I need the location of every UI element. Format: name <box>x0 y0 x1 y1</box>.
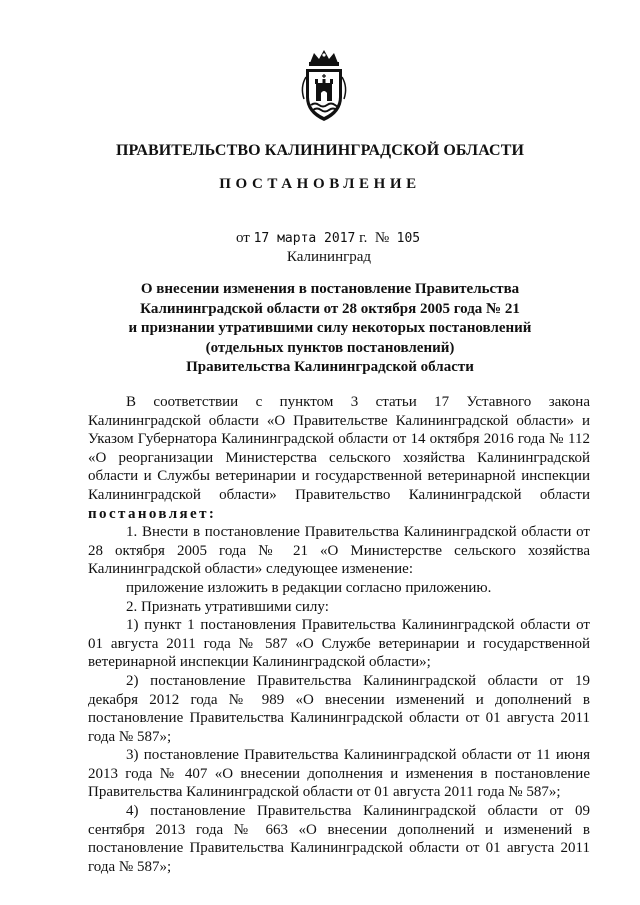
document-number: 105 <box>396 231 421 246</box>
item-1: 1. Внести в постановление Правительства Калининградской области от 28 октября 2005 года № 21 «О Министерстве сельского хозяйства Калининградской области» следующее изменение: <box>88 524 590 578</box>
document-type: ПОСТАНОВЛЕНИЕ <box>219 176 421 192</box>
preamble-paragraph <box>88 393 590 523</box>
year-suffix: г. <box>359 230 368 246</box>
item-2: 2. Признать утратившими силу: <box>126 598 329 615</box>
date-prefix: от <box>236 230 250 246</box>
subitem-3: 3) постановление Правительства Калининградской области от 11 июня 2013 года № 407 «О внесении дополнения и изменения в постановление Правительства Калининградской области от 01 августа 2011 года № 587»; <box>88 747 590 801</box>
subitem-2: 2) постановление Правительства Калининградской области от 19 декабря 2012 года № 989 «О внесении изменений и дополнений в постановление Правительства Калининградской области от 01 августа 2011 года № 587»; <box>88 672 590 745</box>
coat-of-arms-icon <box>296 47 352 127</box>
government-title: ПРАВИТЕЛЬСТВО КАЛИНИНГРАДСКОЙ ОБЛАСТИ <box>115 142 525 159</box>
date-line <box>236 230 420 247</box>
subject-line: (отдельных пунктов постановлений) <box>205 339 455 356</box>
subject-line: Правительства Калининградской области <box>186 359 474 375</box>
subject-line: и признании утратившими силу некоторых постановлений <box>128 320 532 336</box>
document-subject <box>120 280 540 378</box>
item-1-text: приложение изложить в редакции согласно приложению. <box>126 579 492 596</box>
subitem-4: 4) постановление Правительства Калининградской области от 09 сентября 2013 года № 663 «О внесении дополнений и изменений в постановление Правительства Калининградской области от 01 августа 2011 года № 587»; <box>88 803 590 875</box>
resolves-word: постановляет: <box>88 505 217 522</box>
subject-line: Калининградской области от 28 октября 2005 года № 21 <box>140 300 520 317</box>
subitem-1: 1) пункт 1 постановления Правительства Калининградской области от 01 августа 2011 года № 587 «О Службе ветеринарии и государственной ветеринарной инспекции Калининградской области»; <box>88 617 590 671</box>
document-body <box>88 393 590 876</box>
number-sign: № <box>374 230 390 246</box>
city: Калининград <box>286 249 372 265</box>
subject-line: О внесении изменения в постановление Правительства <box>140 281 520 297</box>
document-date: 17 марта 2017 <box>253 231 356 246</box>
preamble-text: В соответствии с пунктом 3 статьи 17 Уставного закона Калининградской области «О Правительстве Калининградской области» и Указом Губернатора Калининградской области от 14 октября 2016 года № 112 «О реорганизации Министерства сельского хозяйства Калининградской области и Службы ветеринарии и государственной ветеринарной инспекции Калининградской области» Правительство Калининградской области <box>88 394 590 503</box>
